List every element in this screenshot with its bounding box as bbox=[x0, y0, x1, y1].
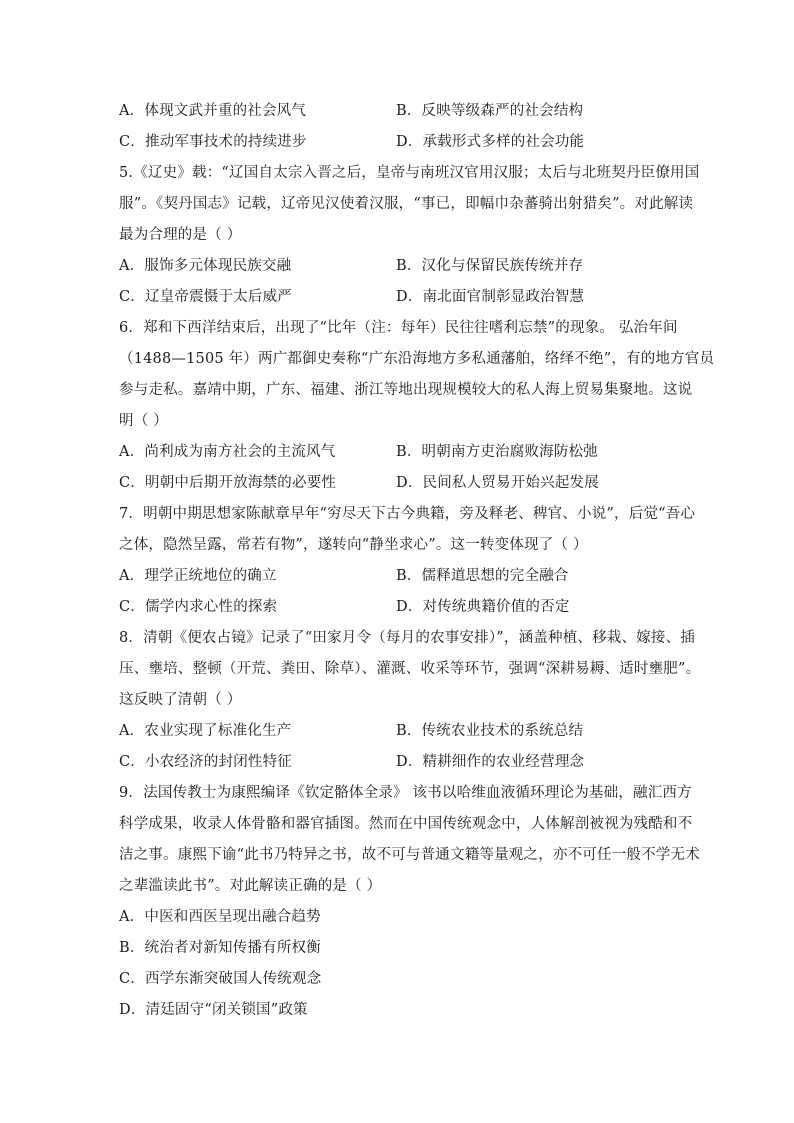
q9-option-d[interactable]: D．清廷固守“闭关锁国”政策 bbox=[119, 1002, 308, 1018]
q9-option-a[interactable]: A．中医和西医呈现出融合趋势 bbox=[119, 909, 321, 925]
q9-stem-line-1: 9．法国传教士为康熙编译《钦定骼体全录》 该书以哈维血液循环理论为基础，融汇西方 bbox=[119, 785, 692, 801]
q7-options-row-1 bbox=[119, 561, 679, 592]
q5-option-b[interactable]: B．汉化与保留民族传统并存 bbox=[396, 258, 584, 274]
q4-options-row-2 bbox=[119, 127, 679, 158]
q8-options-row-1 bbox=[119, 716, 679, 747]
q7-stem-line-2: 之体，隐然呈露，常若有物”，遂转向“静坐求心”。这一转变体现了（ ） bbox=[119, 537, 588, 553]
q9-stem-line-4: 之辈滥读此书”。对此解读正确的是（ ） bbox=[119, 878, 382, 894]
question-9 bbox=[119, 778, 700, 1026]
q5-option-c[interactable]: C．辽皇帝震慑于太后威严 bbox=[119, 289, 292, 305]
q4-option-d[interactable]: D．承载形式多样的社会功能 bbox=[396, 134, 585, 150]
q9-option-c[interactable]: C．西学东渐突破国人传统观念 bbox=[119, 971, 322, 987]
q8-options-row-2 bbox=[119, 747, 679, 778]
q8-option-c[interactable]: C．小农经济的封闭性特征 bbox=[119, 754, 292, 770]
q4-options-row-1 bbox=[119, 96, 679, 127]
q4-option-a[interactable]: A．体现文武并重的社会风气 bbox=[119, 103, 307, 119]
q9-option-b[interactable]: B．统治者对新知传播有所权衡 bbox=[119, 940, 321, 956]
q6-options-row-2 bbox=[119, 468, 679, 499]
q5-stem-line-1: 5.《辽史》载：“辽国自太宗入晋之后，皇帝与南班汉官用汉服；太后与北班契丹臣僚用国 bbox=[119, 165, 700, 181]
q5-stem-line-2: 服”。《契丹国志》记载，辽帝见汉使着汉服，“事已，即幅巾杂蕃骑出射猎矣”。对此解读 bbox=[119, 196, 694, 212]
q6-stem-line-2: （1488—1505 年）两广都御史奏称“广东沿海地方多私通藩舶，络绎不绝”，有的地方官员 bbox=[119, 351, 715, 367]
q6-stem-line-3: 参与走私。嘉靖中期，广东、福建、浙江等地出现规模较大的私人海上贸易集聚地。这说 bbox=[119, 382, 693, 398]
q5-option-d[interactable]: D．南北面官制彰显政治智慧 bbox=[396, 289, 585, 305]
q5-options-row-1 bbox=[119, 251, 679, 282]
q5-options-row-2 bbox=[119, 282, 679, 313]
q7-option-b[interactable]: B．儒释道思想的完全融合 bbox=[396, 568, 569, 584]
q4-option-c[interactable]: C．推动军事技术的持续进步 bbox=[119, 134, 307, 150]
q7-stem-line-1: 7．明朝中期思想家陈献章早年“穷尽天下古今典籍，旁及释老、稗官、小说”，后觉“吾心 bbox=[119, 506, 696, 522]
q9-stem-line-3: 洁之事。康熙下谕“此书乃特异之书，故不可与普通文籍等量观之，亦不可任一般不学无术 bbox=[119, 847, 700, 863]
q6-option-c[interactable]: C．明朝中后期开放海禁的必要性 bbox=[119, 475, 337, 491]
q6-option-a[interactable]: A．尚利成为南方社会的主流风气 bbox=[119, 444, 336, 460]
q4-option-b[interactable]: B．反映等级森严的社会结构 bbox=[396, 103, 584, 119]
q6-stem-line-1: 6．郑和下西洋结束后，出现了“比年（注：每年）民往往嗜利忘禁”的现象。 弘治年间 bbox=[119, 320, 678, 336]
question-7 bbox=[119, 499, 696, 623]
q8-stem-line-3: 这反映了清朝（ ） bbox=[119, 692, 242, 708]
question-5 bbox=[119, 158, 700, 313]
question-8 bbox=[119, 623, 701, 778]
q6-option-b[interactable]: B．明朝南方吏治腐败海防松弛 bbox=[396, 444, 598, 460]
q5-stem-line-3: 最为合理的是（ ） bbox=[119, 227, 242, 243]
q6-options-row-1 bbox=[119, 437, 679, 468]
q7-options-row-2 bbox=[119, 592, 679, 623]
q6-stem-line-4: 明（ ） bbox=[119, 413, 168, 429]
q8-option-b[interactable]: B．传统农业技术的系统总结 bbox=[396, 723, 584, 739]
question-6 bbox=[119, 313, 715, 499]
q9-stem-line-2: 科学成果，收录人体骨骼和器官插图。然而在中国传统观念中，人体解剖被视为残酷和不 bbox=[119, 816, 693, 832]
q5-option-a[interactable]: A．服饰多元体现民族交融 bbox=[119, 258, 292, 274]
q7-option-c[interactable]: C．儒学内求心性的探索 bbox=[119, 599, 278, 615]
q6-option-d[interactable]: D．民间私人贸易开始兴起发展 bbox=[396, 475, 599, 491]
exam-page bbox=[119, 96, 715, 1026]
q8-stem-line-1: 8．清朝《便农占镜》记录了“田家月令（每月的农事安排）”，涵盖种植、移栽、嫁接、插 bbox=[119, 630, 695, 646]
q7-option-a[interactable]: A．理学正统地位的确立 bbox=[119, 568, 277, 584]
q8-option-a[interactable]: A．农业实现了标准化生产 bbox=[119, 723, 292, 739]
q8-option-d[interactable]: D．精耕细作的农业经营理念 bbox=[396, 754, 585, 770]
q8-stem-line-2: 压、壅培、整顿（开荒、粪田、除草）、灌溉、收采等环节，强调“深耕易耨、适时壅肥”。 bbox=[119, 661, 701, 677]
q7-option-d[interactable]: D．对传统典籍价值的否定 bbox=[396, 599, 570, 615]
